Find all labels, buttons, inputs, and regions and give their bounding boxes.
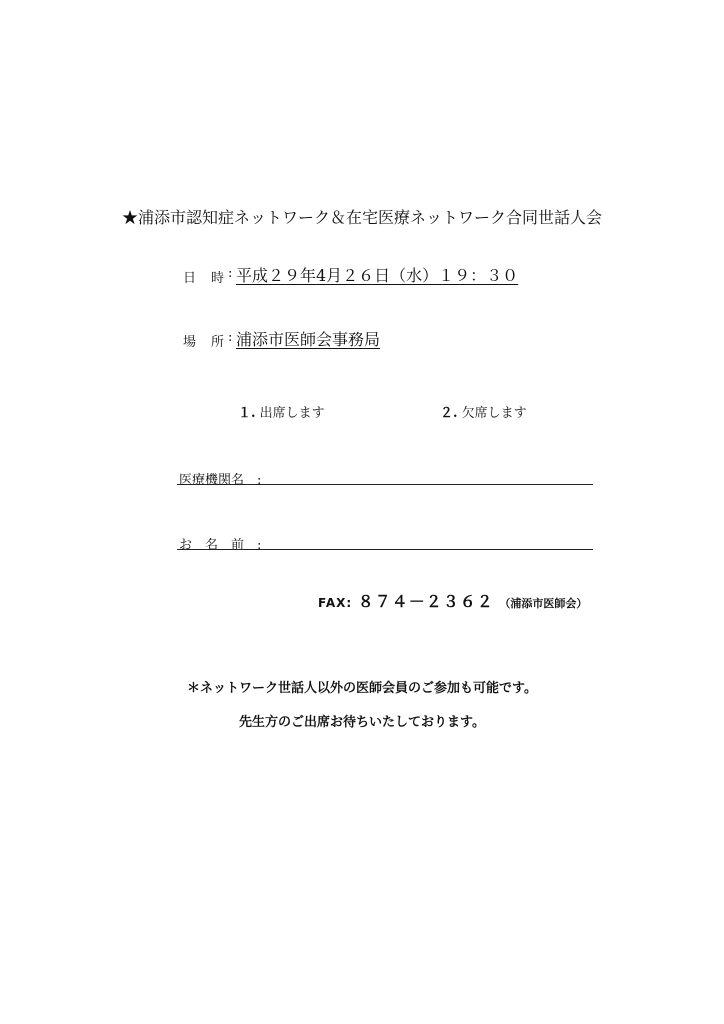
option-attend-label: 出席します: [259, 406, 325, 421]
place-value: 浦添市医師会事務局: [236, 330, 381, 349]
note-closing: 先生方のご出席お待ちいたしております。: [239, 715, 485, 730]
option-absent-label: 欠席します: [461, 406, 527, 421]
institution-underline: [177, 484, 593, 485]
name-underline: [177, 549, 593, 550]
option-attend[interactable]: [238, 402, 325, 421]
fax-org: （浦添市医師会）: [499, 597, 588, 610]
option-absent[interactable]: [440, 402, 527, 421]
fax-number: ８７４－２３６２: [357, 592, 494, 611]
name-label: お 名 前 :: [179, 538, 262, 553]
place-colon: :: [228, 330, 233, 345]
option-attend-number: １.: [238, 406, 256, 421]
datetime-label: 日 時: [183, 271, 226, 286]
datetime-colon: :: [228, 266, 233, 281]
institution-label: 医療機関名 :: [179, 473, 262, 488]
document-title: ★浦添市認知症ネットワーク＆在宅医療ネットワーク合同世話人会: [121, 208, 602, 227]
datetime-value: 平成２９年4月２６日（水）１９：３０: [236, 266, 519, 285]
fax-label: FAX:: [318, 596, 353, 610]
option-absent-number: ２.: [440, 406, 458, 421]
fax-line: [318, 589, 587, 612]
place-label: 場 所: [183, 335, 226, 350]
note-participation: ＊ネットワーク世話人以外の医師会員のご参加も可能です。: [187, 681, 537, 696]
